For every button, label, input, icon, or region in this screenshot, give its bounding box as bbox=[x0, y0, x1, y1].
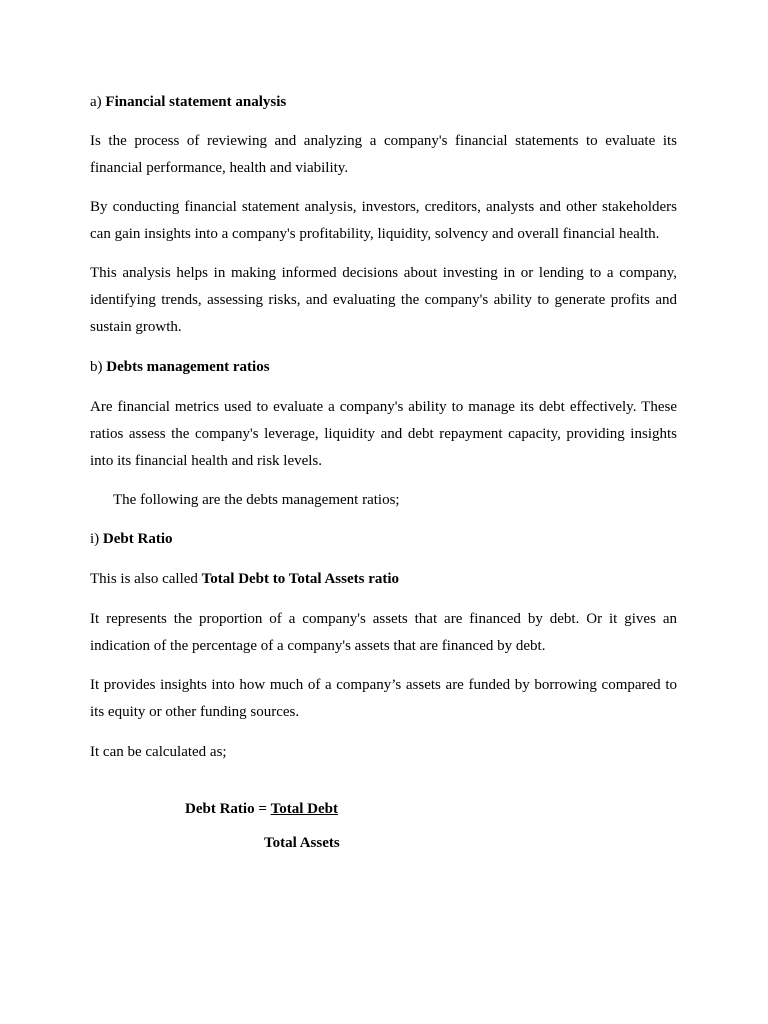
subsection-i-para1-line1: It represents the proportion of a company's assets that are financed by debt. Or it gives an bbox=[90, 611, 677, 627]
subsection-i-title: Debt Ratio bbox=[102, 531, 173, 547]
subsection-i-para2-line2: its equity or other funding sources. bbox=[90, 704, 300, 720]
section-a-para3-line1: This analysis helps in making informed decisions about investing in or lending to a company, bbox=[90, 265, 677, 281]
formula-numerator: Total Debt bbox=[270, 801, 338, 817]
section-a-title: Financial statement analysis bbox=[105, 94, 287, 110]
calc-intro: It can be calculated as; bbox=[90, 744, 227, 760]
also-called-line bbox=[90, 566, 677, 593]
section-a-heading bbox=[90, 89, 677, 116]
section-a-para3-line3: sustain growth. bbox=[90, 319, 182, 335]
section-a-para2-line2: can gain insights into a company's profitability, liquidity, solvency and overall financial health. bbox=[90, 226, 660, 242]
section-a-para1-line2: financial performance, health and viability. bbox=[90, 160, 349, 176]
section-a-para1-line1: Is the process of reviewing and analyzing a company's financial statements to evaluate its bbox=[90, 133, 677, 149]
formula-numerator-line bbox=[185, 796, 338, 823]
section-a-prefix: a) bbox=[90, 94, 102, 110]
section-b-para1-line2: ratios assess the company's leverage, liquidity and debt repayment capacity, providing insights bbox=[90, 426, 677, 442]
section-a-para2-line1: By conducting financial statement analysis, investors, creditors, analysts and other stakeholders bbox=[90, 199, 677, 215]
section-b-title: Debts management ratios bbox=[106, 359, 270, 375]
formula-lhs: Debt Ratio = bbox=[185, 801, 267, 817]
subsection-i-heading bbox=[90, 526, 677, 553]
section-b-para1-line3: into its financial health and risk levels. bbox=[90, 453, 323, 469]
formula-denominator: Total Assets bbox=[264, 835, 340, 851]
subsection-i-para2-line1: It provides insights into how much of a company’s assets are funded by borrowing compared to bbox=[90, 677, 677, 693]
section-a-para3-line2: identifying trends, assessing risks, and evaluating the company's ability to generate profits and bbox=[90, 292, 677, 308]
section-b-intro: The following are the debts management ratios; bbox=[113, 492, 400, 508]
section-b-heading bbox=[90, 354, 677, 381]
subsection-i-prefix: i) bbox=[90, 531, 100, 547]
section-b-prefix: b) bbox=[90, 359, 103, 375]
section-b-para1-line1: Are financial metrics used to evaluate a company's ability to manage its debt effectively. These bbox=[90, 399, 677, 415]
subsection-i-para1-line2: indication of the percentage of a company's assets that are financed by debt. bbox=[90, 638, 546, 654]
also-called-text: This is also called bbox=[90, 571, 198, 587]
also-called-term: Total Debt to Total Assets ratio bbox=[201, 571, 400, 587]
formula-denominator-line bbox=[264, 830, 340, 857]
